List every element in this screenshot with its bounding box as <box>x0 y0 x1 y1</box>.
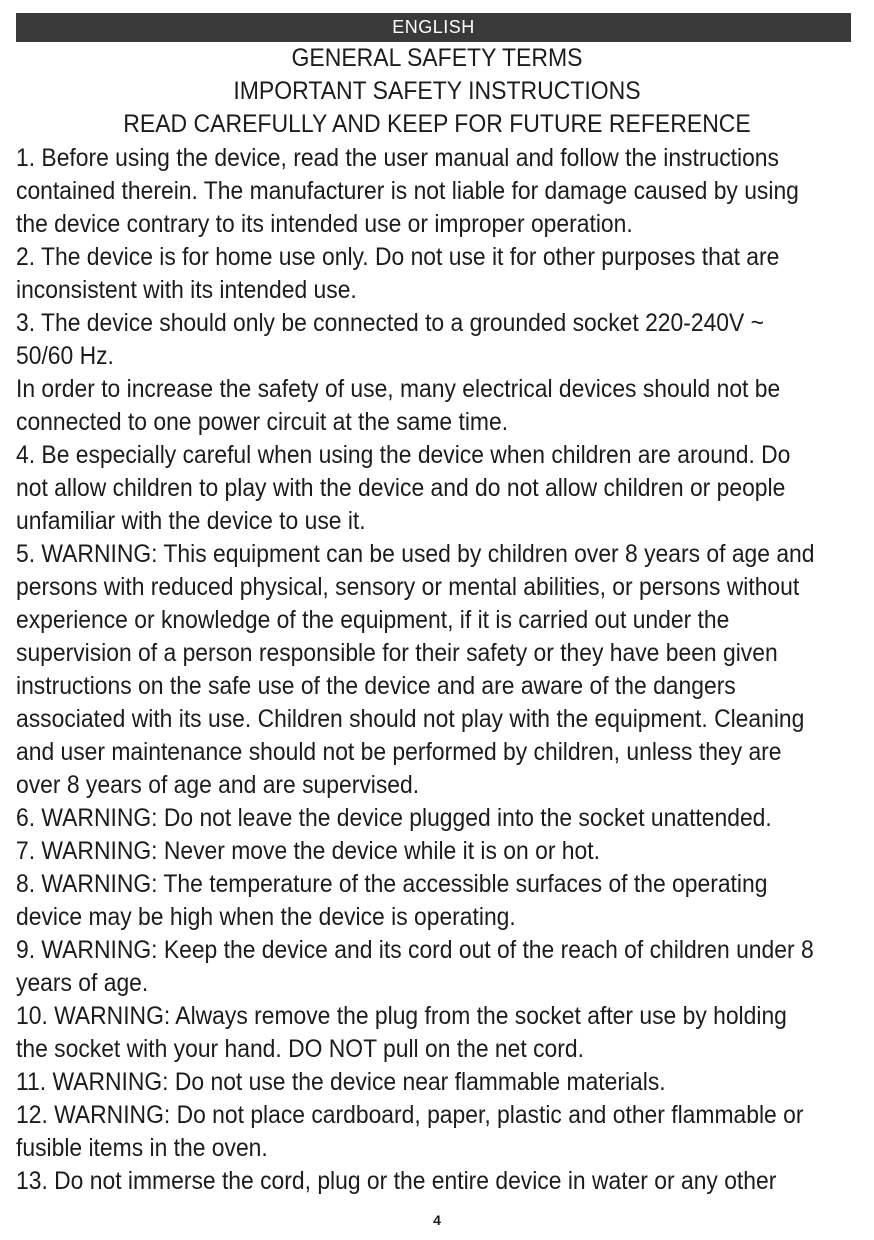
text-line: 6. WARNING: Do not leave the device plugged into the socket unattended. <box>16 804 772 832</box>
page-subtitle: IMPORTANT SAFETY INSTRUCTIONS <box>233 77 641 105</box>
instruction-paragraph <box>16 538 840 802</box>
instruction-paragraph <box>16 439 840 538</box>
page-number: 4 <box>433 1212 441 1228</box>
text-line: 4. Be especially careful when using the device when children are around. Do <box>16 441 791 469</box>
text-line: 7. WARNING: Never move the device while it is on or hot. <box>16 837 600 865</box>
instruction-paragraph <box>16 1099 840 1165</box>
text-line: years of age. <box>16 969 149 997</box>
text-line: 1. Before using the device, read the user manual and follow the instructions <box>16 144 779 172</box>
text-line: 3. The device should only be connected to a grounded socket 220-240V ~ <box>16 309 764 337</box>
text-line: contained therein. The manufacturer is not liable for damage caused by using <box>16 177 799 205</box>
text-line: 11. WARNING: Do not use the device near flammable materials. <box>16 1068 666 1096</box>
text-line: over 8 years of age and are supervised. <box>16 771 420 799</box>
text-line: unfamiliar with the device to use it. <box>16 507 366 535</box>
text-line: experience or knowledge of the equipment, if it is carried out under the <box>16 606 730 634</box>
section-headings <box>35 42 839 141</box>
text-line: inconsistent with its intended use. <box>16 276 357 304</box>
instruction-paragraph <box>16 1066 840 1099</box>
text-line: fusible items in the oven. <box>16 1134 268 1162</box>
text-line: and user maintenance should not be performed by children, unless they are <box>16 738 782 766</box>
text-line: associated with its use. Children should not play with the equipment. Cleaning <box>16 705 805 733</box>
text-line: In order to increase the safety of use, many electrical devices should not be <box>16 375 781 403</box>
page-title: GENERAL SAFETY TERMS <box>291 44 583 72</box>
language-header-bar <box>16 13 851 42</box>
read-instruction: READ CAREFULLY AND KEEP FOR FUTURE REFERENCE <box>123 110 751 138</box>
text-line: 50/60 Hz. <box>16 342 114 370</box>
instruction-paragraph <box>16 241 840 307</box>
text-line: 12. WARNING: Do not place cardboard, paper, plastic and other flammable or <box>16 1101 804 1129</box>
instruction-paragraph <box>16 1000 840 1066</box>
text-line: instructions on the safe use of the device and are aware of the dangers <box>16 672 736 700</box>
instruction-paragraph <box>16 142 840 241</box>
safety-instructions-body <box>16 142 840 1198</box>
instruction-paragraph <box>16 868 840 934</box>
text-line: 8. WARNING: The temperature of the accessible surfaces of the operating <box>16 870 768 898</box>
instruction-paragraph <box>16 373 840 439</box>
text-line: 5. WARNING: This equipment can be used by children over 8 years of age and <box>16 540 815 568</box>
text-line: device may be high when the device is operating. <box>16 903 516 931</box>
text-line: supervision of a person responsible for their safety or they have been given <box>16 639 778 667</box>
instruction-paragraph <box>16 802 840 835</box>
text-line: 10. WARNING: Always remove the plug from the socket after use by holding <box>16 1002 787 1030</box>
text-line: persons with reduced physical, sensory or mental abilities, or persons without <box>16 573 800 601</box>
text-line: 13. Do not immerse the cord, plug or the entire device in water or any other <box>16 1167 777 1195</box>
language-label: ENGLISH <box>392 17 475 37</box>
instruction-paragraph <box>16 835 840 868</box>
text-line: 2. The device is for home use only. Do not use it for other purposes that are <box>16 243 780 271</box>
text-line: the socket with your hand. DO NOT pull on the net cord. <box>16 1035 584 1063</box>
instruction-paragraph <box>16 1165 840 1198</box>
text-line: not allow children to play with the device and do not allow children or people <box>16 474 786 502</box>
text-line: connected to one power circuit at the same time. <box>16 408 509 436</box>
instruction-paragraph <box>16 934 840 1000</box>
text-line: 9. WARNING: Keep the device and its cord out of the reach of children under 8 <box>16 936 814 964</box>
instruction-paragraph <box>16 307 840 373</box>
text-line: the device contrary to its intended use or improper operation. <box>16 210 633 238</box>
